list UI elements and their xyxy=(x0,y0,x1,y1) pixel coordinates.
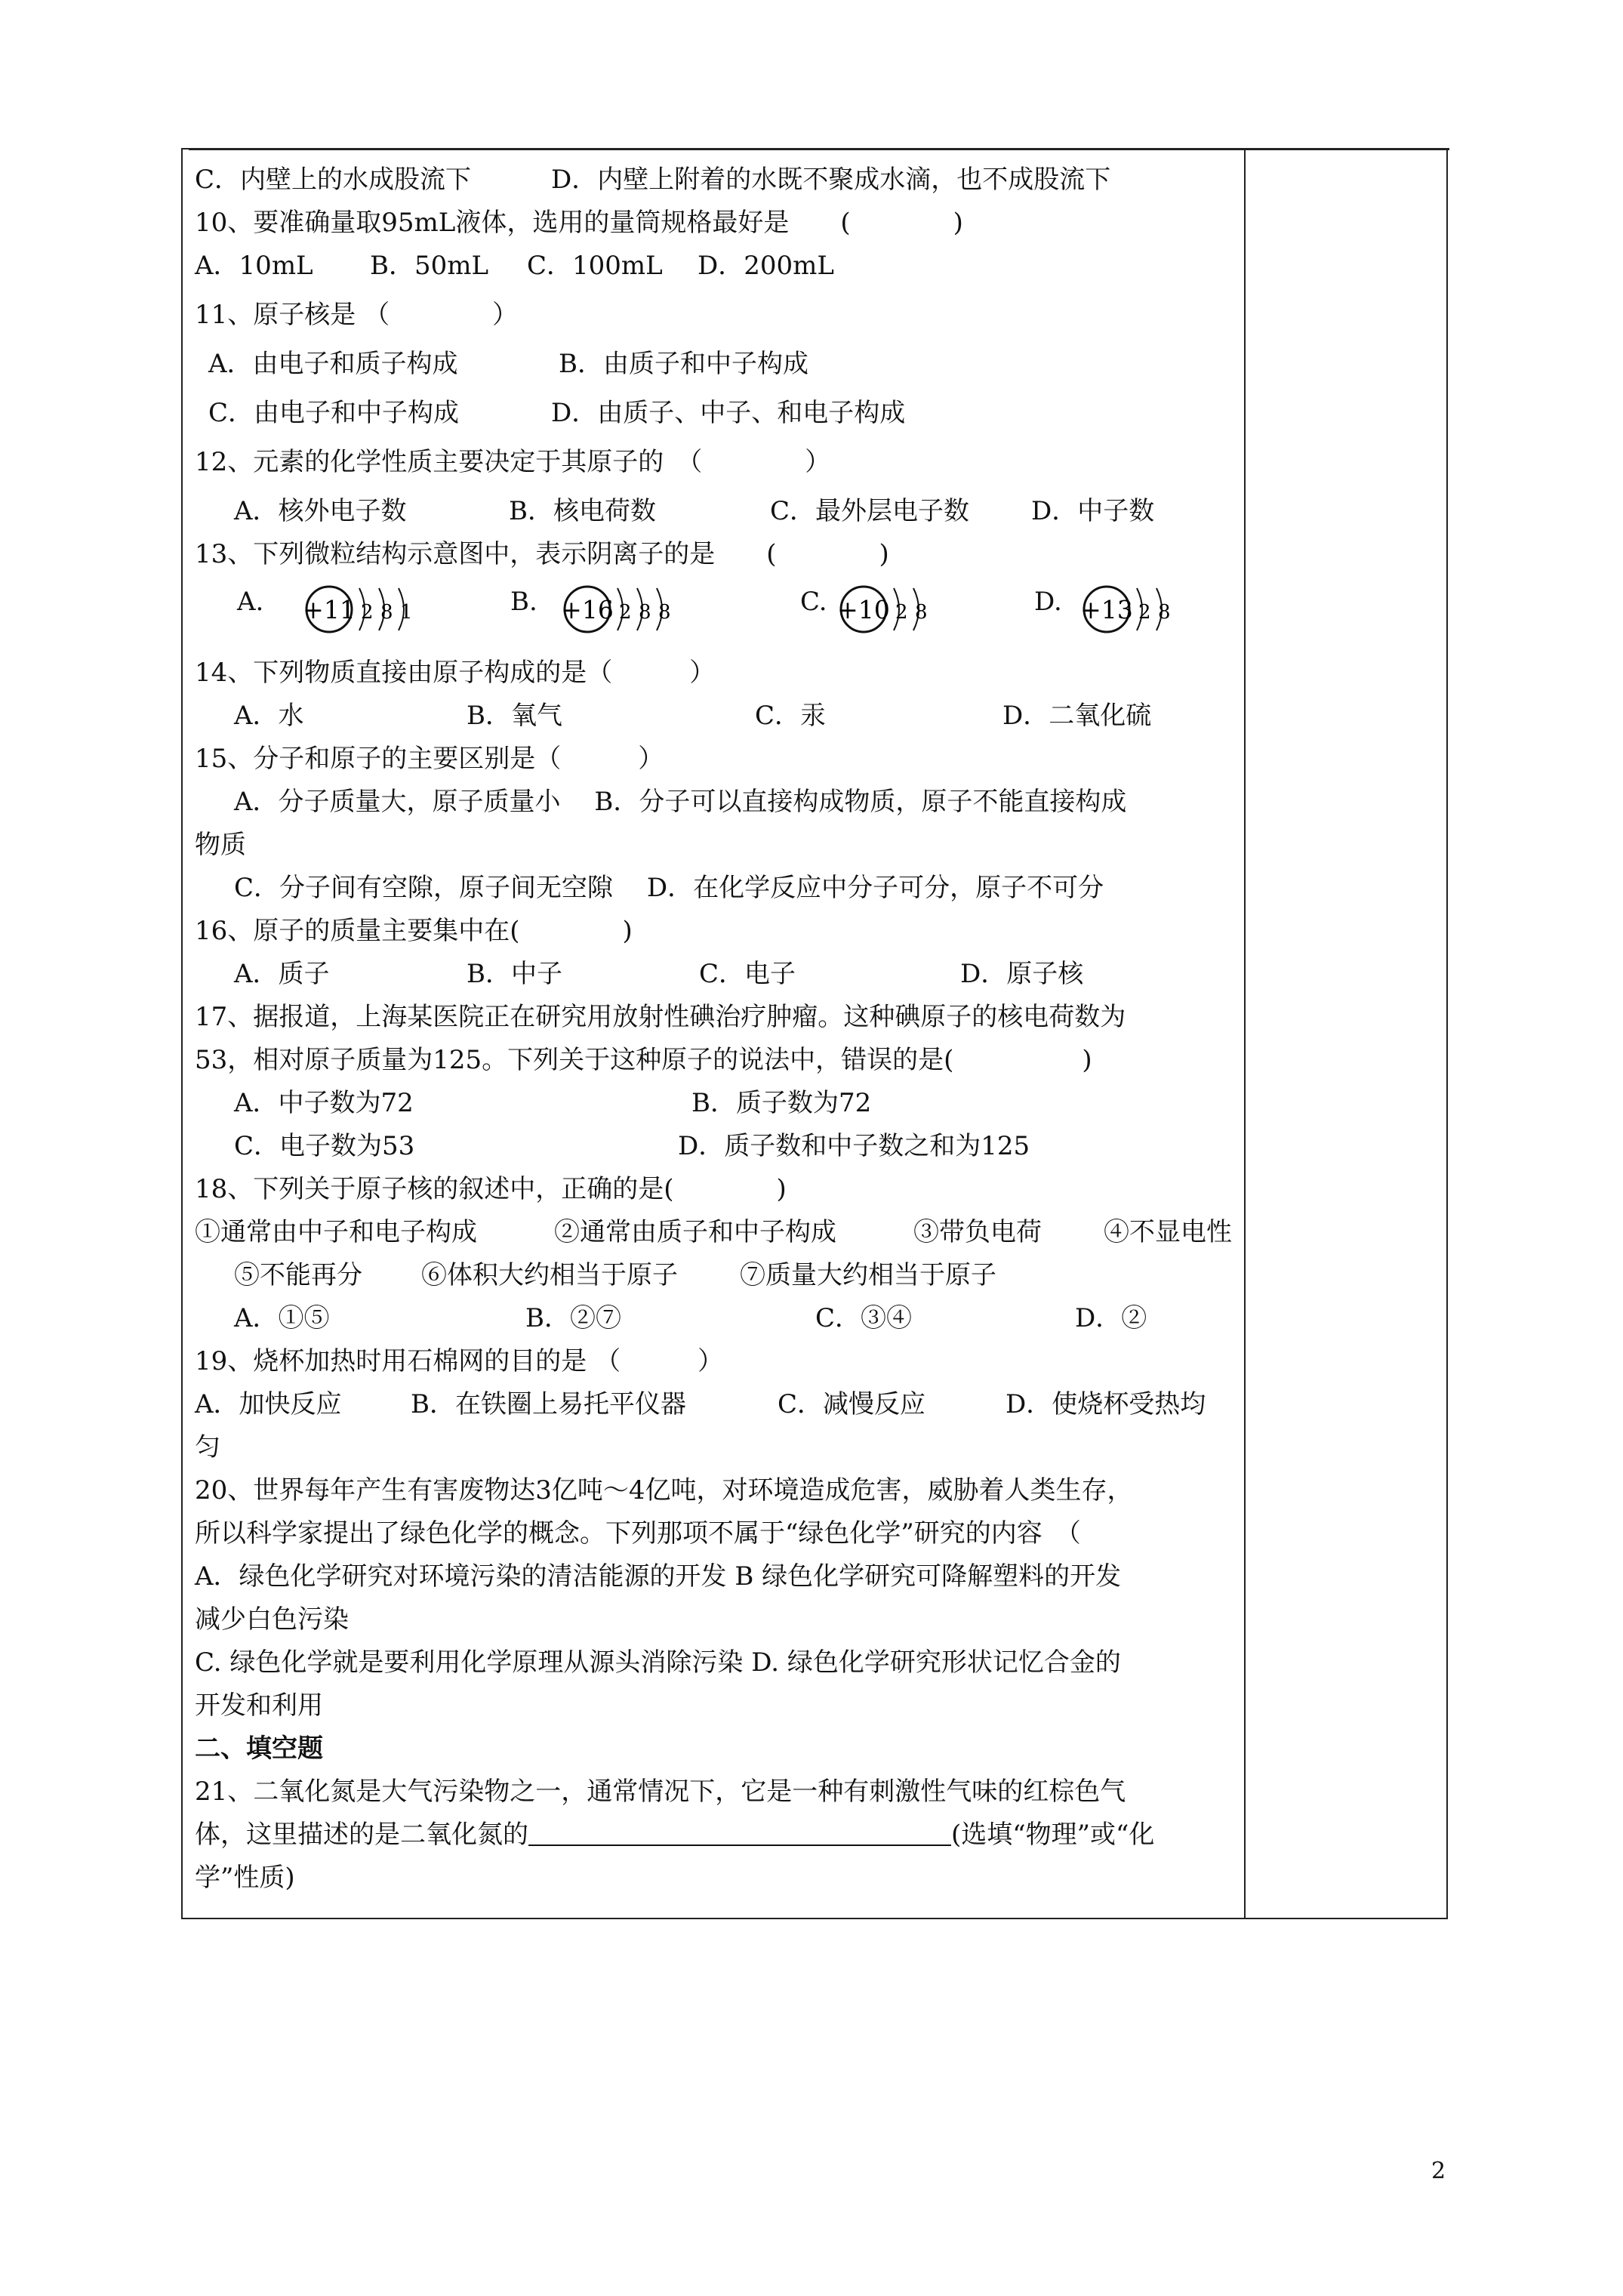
q9-options-cd: C．内壁上的水成股流下 D．内壁上附着的水既不聚成水滴，也不成股流下 xyxy=(195,165,1111,195)
q14-options: A．水 B．氧气 C．汞 D．二氧化硫 xyxy=(234,701,1152,731)
q18-statements-1: ①通常由中子和电子构成 ②通常由质子和中子构成 ③带负电荷 ④不显电性 xyxy=(195,1217,1232,1247)
q15-options-ab-cont: 物质 xyxy=(195,830,246,860)
atom-diagram-a xyxy=(300,576,436,644)
q21-stem-2: 体，这里描述的是二氧化氮的 (选填“物理”或“化 xyxy=(195,1820,1155,1850)
svg-text:8: 8 xyxy=(1158,601,1171,624)
q13-stem: 13、下列微粒结构示意图中，表示阴离子的是 ( ) xyxy=(195,539,889,569)
atom-diagram-b xyxy=(559,576,694,644)
svg-text:+16: +16 xyxy=(561,595,614,624)
svg-text:2: 2 xyxy=(361,601,374,624)
svg-text:8: 8 xyxy=(915,601,928,624)
q11-stem: 11、原子核是 （ ） xyxy=(195,300,519,330)
svg-text:2: 2 xyxy=(895,601,908,624)
q18-statements-2: ⑤不能再分 ⑥体积大约相当于原子 ⑦质量大约相当于原子 xyxy=(234,1260,996,1290)
q19-options-cont: 匀 xyxy=(195,1432,220,1462)
q16-stem: 16、原子的质量主要集中在( ) xyxy=(195,916,633,946)
q13-atom-diagrams: A. +11 2 8 1 B. +16 2 8 8 C. +10 2 8 D. +13 2 8 xyxy=(195,576,1244,652)
q18-stem: 18、下列关于原子核的叙述中，正确的是( ) xyxy=(195,1174,787,1204)
side-column-divider xyxy=(1244,148,1246,1919)
q14-stem: 14、下列物质直接由原子构成的是（ ） xyxy=(195,658,716,688)
q20-option-c-d-cont: 开发和利用 xyxy=(195,1690,323,1721)
q11-options-cd: C．由电子和中子构成 D．由质子、中子、和电子构成 xyxy=(208,398,906,428)
section-heading-fill-in: 二、填空题 xyxy=(195,1734,323,1764)
svg-text:8: 8 xyxy=(639,601,651,624)
q21-stem-3: 学”性质) xyxy=(195,1863,295,1893)
svg-text:2: 2 xyxy=(1138,601,1151,624)
q15-options-ab: A．分子质量大，原子质量小 B．分子可以直接构成物质，原子不能直接构成 xyxy=(234,787,1127,817)
answer-blank[interactable] xyxy=(528,1822,951,1846)
svg-text:+11: +11 xyxy=(303,595,356,624)
svg-text:2: 2 xyxy=(619,601,632,624)
q15-stem: 15、分子和原子的主要区别是（ ） xyxy=(195,744,664,774)
q19-options: A．加快反应 B．在铁圈上易托平仪器 C．减慢反应 D．使烧杯受热均 xyxy=(195,1389,1206,1419)
q20-stem-2: 所以科学家提出了绿色化学的概念。下列那项不属于“绿色化学”研究的内容 （ xyxy=(195,1518,1081,1549)
q17-stem-1: 17、据报道，上海某医院正在研究用放射性碘治疗肿瘤。这种碘原子的核电荷数为 xyxy=(195,1002,1126,1032)
svg-text:8: 8 xyxy=(380,601,393,624)
q10-options: A．10mL B．50mL C．100mL D．200mL xyxy=(195,251,834,281)
q19-stem: 19、烧杯加热时用石棉网的目的是 （ ） xyxy=(195,1346,724,1376)
svg-text:1: 1 xyxy=(400,601,413,624)
atom-diagram-d xyxy=(1078,576,1191,644)
q20-option-c-d: C. 绿色化学就是要利用化学原理从源头消除污染 D. 绿色化学研究形状记忆合金的 xyxy=(195,1647,1121,1678)
q20-option-a-b-cont: 减少白色污染 xyxy=(195,1604,349,1635)
atom-diagram-c xyxy=(835,576,948,644)
q11-options-ab: A．由电子和质子构成 B．由质子和中子构成 xyxy=(208,349,808,379)
page-number: 2 xyxy=(1431,2158,1446,2184)
q12-stem: 12、元素的化学性质主要决定于其原子的 （ ） xyxy=(195,447,831,477)
q20-stem-1: 20、世界每年产生有害废物达3亿吨～4亿吨，对环境造成危害，威胁着人类生存， xyxy=(195,1475,1133,1505)
q16-options: A．质子 B．中子 C．电子 D．原子核 xyxy=(234,959,1084,989)
q17-options-cd: C．电子数为53 D．质子数和中子数之和为125 xyxy=(234,1131,1030,1161)
svg-text:+10: +10 xyxy=(837,595,890,624)
q17-stem-2: 53，相对原子质量为125。下列关于这种原子的说法中，错误的是( ) xyxy=(195,1045,1092,1075)
q15-options-cd: C．分子间有空隙，原子间无空隙 D．在化学反应中分子可分，原子不可分 xyxy=(234,873,1104,903)
q10-stem: 10、要准确量取95mL液体，选用的量筒规格最好是 ( ) xyxy=(195,208,963,238)
q21-stem-1: 21、二氧化氮是大气污染物之一，通常情况下，它是一种有刺激性气味的红棕色气 xyxy=(195,1777,1126,1807)
q12-options: A．核外电子数 B．核电荷数 C．最外层电子数 D．中子数 xyxy=(234,496,1155,526)
q17-options-ab: A．中子数为72 B．质子数为72 xyxy=(234,1088,872,1118)
svg-text:+13: +13 xyxy=(1080,595,1133,624)
q20-option-a-b: A．绿色化学研究对环境污染的清洁能源的开发 B 绿色化学研究可降解塑料的开发 xyxy=(195,1561,1122,1592)
q18-options: A．①⑤ B．②⑦ C．③④ D．② xyxy=(234,1303,1147,1333)
question-content xyxy=(195,159,1244,1900)
svg-text:8: 8 xyxy=(658,601,671,624)
